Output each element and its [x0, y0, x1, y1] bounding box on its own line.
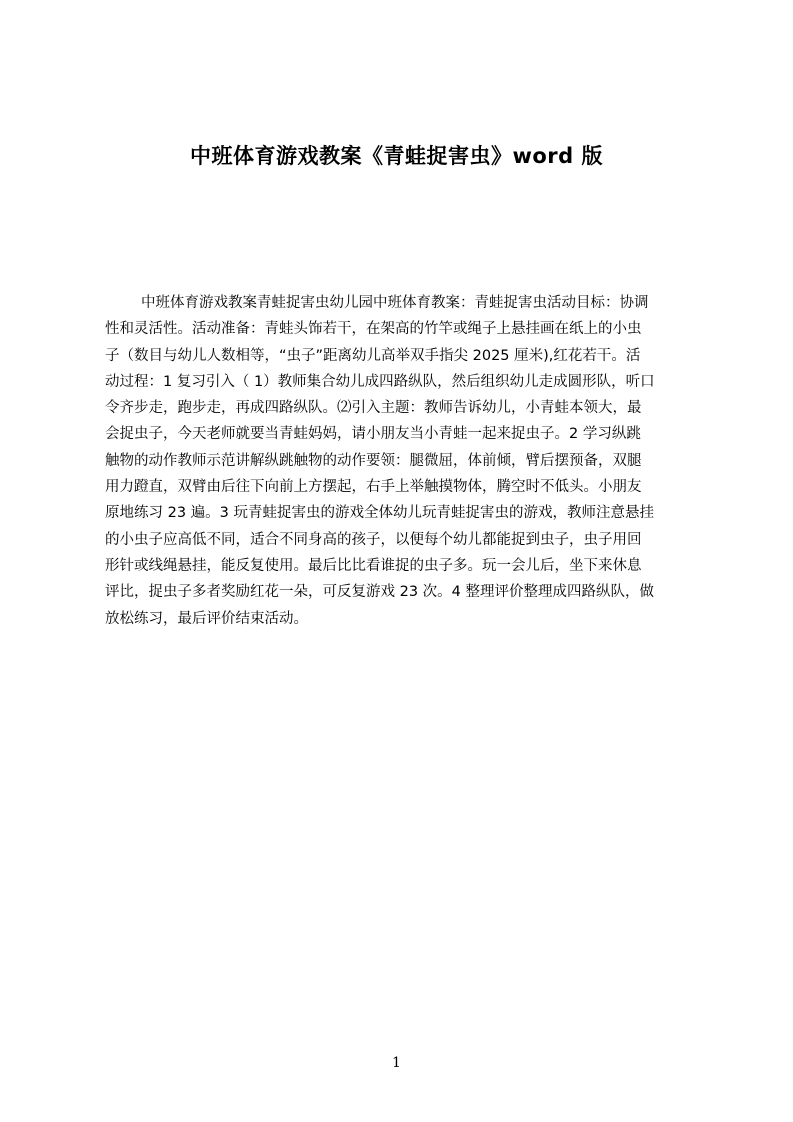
- paragraph-line: 触物的动作教师示范讲解纵跳触物的动作要领：腿微屈，体前倾，臂后摆预备，双腿: [105, 452, 642, 469]
- paragraph-line: 子（数目与幼儿人数相等，“虫子”距离幼儿高举双手指尖 2025 厘米),红花若干。活: [105, 347, 641, 364]
- document-title: 中班体育游戏教案《青蛙捉害虫》word 版: [189, 144, 604, 168]
- body-paragraph: [105, 290, 697, 632]
- paragraph-line: 用力蹬直，双臂由后往下向前上方摆起，右手上举触摸物体，腾空时不低头。小朋友: [105, 479, 642, 496]
- paragraph-line: 令齐步走，跑步走，再成四路纵队。⑵引入主题：教师告诉幼儿，小青蛙本领大，最: [105, 400, 642, 417]
- paragraph-line: 中班体育游戏教案青蛙捉害虫幼儿园中班体育教案：青蛙捉害虫活动目标：协调: [141, 295, 649, 311]
- paragraph-line: 形针或线绳悬挂，能反复使用。最后比比看谁捉的虫子多。玩一会儿后，坐下来休息: [105, 557, 642, 574]
- paragraph-line: 会捉虫子，今天老师就要当青蛙妈妈，请小朋友当小青蛙一起来捉虫子。2 学习纵跳: [105, 426, 641, 443]
- paragraph-line: 评比，捉虫子多者奖励红花一朵，可反复游戏 23 次。4 整理评价整理成四路纵队，做: [105, 584, 655, 601]
- paragraph-line: 的小虫子应高低不同，适合不同身高的孩子，以便每个幼儿都能捉到虫子，虫子用回: [105, 531, 642, 548]
- page-number: 1: [392, 1055, 401, 1071]
- paragraph-line: 放松练习，最后评价结束活动。: [105, 610, 308, 627]
- paragraph-line: 原地练习 23 遍。3 玩青蛙捉害虫的游戏全体幼儿玩青蛙捉害虫的游戏，教师注意悬挂: [105, 505, 655, 522]
- paragraph-line: 性和灵活性。活动准备：青蛙头饰若干，在架高的竹竿或绳子上悬挂画在纸上的小虫: [105, 321, 642, 338]
- paragraph-line: 动过程：1 复习引入（ 1）教师集合幼儿成四路纵队，然后组织幼儿走成圆形队，听口: [105, 373, 655, 390]
